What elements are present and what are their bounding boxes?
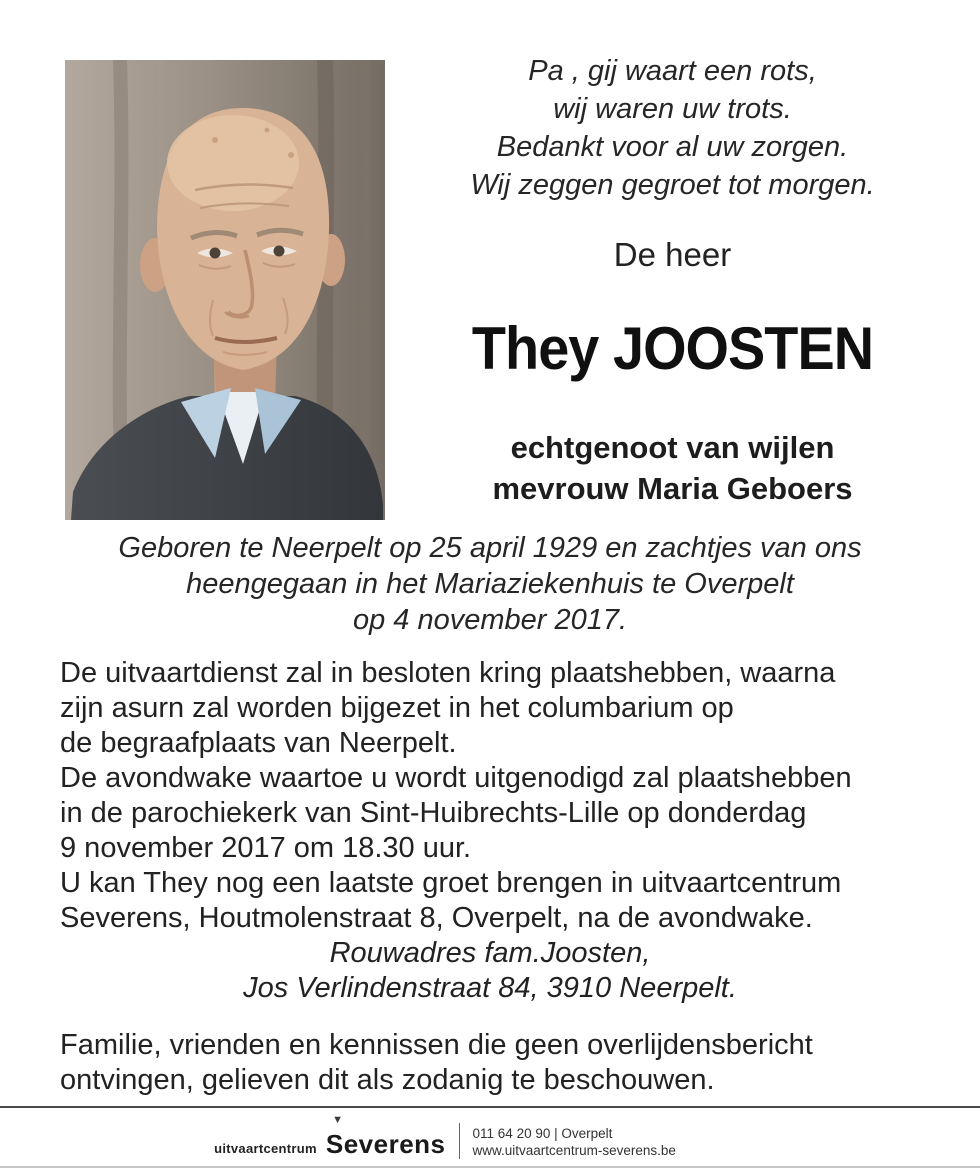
life-dates-line: Geboren te Neerpelt op 25 april 1929 en zachtjes van ons bbox=[118, 532, 862, 564]
announcement-line: in de parochiekerk van Sint-Huibrechts-Lille op donderdag bbox=[60, 797, 807, 829]
life-dates bbox=[0, 530, 980, 638]
announcement-line: De avondwake waartoe u wordt uitgenodigd zal plaatshebben bbox=[60, 762, 852, 794]
spouse-note bbox=[395, 427, 950, 509]
announcement-line: Severens, Houtmolenstraat 8, Overpelt, na de avondwake. bbox=[60, 902, 813, 934]
life-dates-line: op 4 november 2017. bbox=[352, 604, 628, 636]
bottom-edge-line bbox=[0, 1166, 980, 1168]
logo-triangle-icon: ▼ bbox=[332, 1113, 344, 1126]
announcement-section bbox=[0, 656, 980, 1098]
closing-note bbox=[60, 1028, 980, 1098]
announcement-line: 9 november 2017 om 18.30 uur. bbox=[60, 832, 472, 864]
footer-separator bbox=[459, 1123, 460, 1159]
announcement-line: De uitvaartdienst zal in besloten kring plaatshebben, waarna bbox=[60, 657, 836, 689]
footer-website: www.uitvaartcentrum-severens.be bbox=[472, 1143, 676, 1158]
closing-line: Familie, vrienden en kennissen die geen overlijdensbericht bbox=[60, 1029, 813, 1061]
footer-logo bbox=[214, 1113, 446, 1160]
announcement-line: U kan They nog een laatste groet brengen in uitvaartcentrum bbox=[60, 867, 842, 899]
footer-phone: 011 64 20 90 | Overpelt bbox=[472, 1126, 613, 1141]
mourning-address-line: Jos Verlindenstraat 84, 3910 Neerpelt. bbox=[243, 972, 737, 1004]
header-column bbox=[395, 52, 950, 509]
portrait-illustration bbox=[65, 60, 385, 520]
closing-line: ontvingen, gelieven dit als zodanig te beschouwen. bbox=[60, 1064, 715, 1096]
poem bbox=[395, 52, 950, 204]
salutation: De heer bbox=[613, 236, 732, 273]
deceased-name: They JOOSTEN bbox=[471, 315, 874, 382]
life-dates-line: heengegaan in het Mariaziekenhuis te Overpelt bbox=[186, 568, 794, 600]
announcement-line: zijn asurn zal worden bijgezet in het columbarium op bbox=[60, 692, 734, 724]
announcement-text bbox=[60, 656, 980, 936]
portrait-photo bbox=[65, 60, 385, 520]
mourning-address bbox=[0, 936, 980, 1006]
spouse-line: mevrouw Maria Geboers bbox=[492, 471, 853, 506]
poem-line: Pa , gij waart een rots, bbox=[528, 55, 817, 87]
brand-prefix: uitvaartcentrum bbox=[214, 1140, 317, 1156]
poem-line: wij waren uw trots. bbox=[553, 93, 792, 125]
spouse-line: echtgenoot van wijlen bbox=[510, 430, 835, 465]
mourning-address-line: Rouwadres fam.Joosten, bbox=[329, 937, 651, 969]
footer-divider bbox=[0, 1106, 980, 1108]
poem-line: Wij zeggen gegroet tot morgen. bbox=[470, 169, 875, 201]
brand-name: Severens bbox=[325, 1128, 446, 1159]
announcement-line: de begraafplaats van Neerpelt. bbox=[60, 727, 457, 759]
poem-line: Bedankt voor al uw zorgen. bbox=[496, 131, 849, 163]
footer-contact bbox=[473, 1117, 676, 1159]
footer bbox=[0, 1112, 935, 1164]
